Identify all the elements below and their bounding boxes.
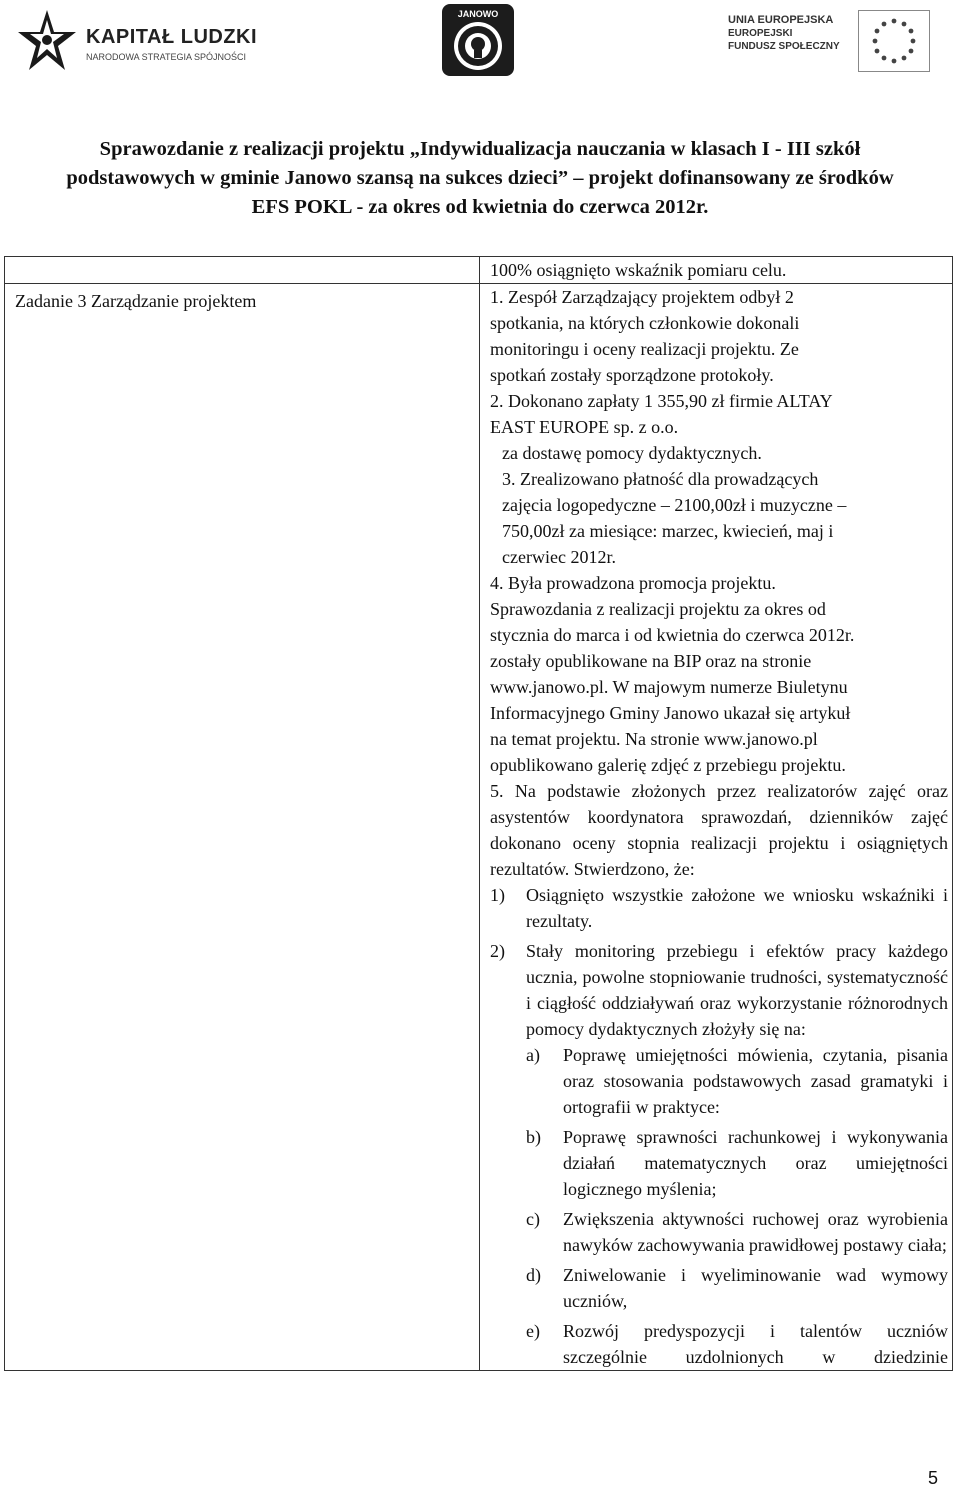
title-line-3: EFS POKL - za okres od kwietnia do czerwca 2012r.: [251, 196, 709, 218]
sub-sub-item-a: [526, 1042, 948, 1120]
sub-sub-item-e: [526, 1318, 948, 1370]
ue-logo-text: [728, 14, 840, 53]
item-3: [490, 466, 948, 570]
ue-line2: EUROPEJSKI: [728, 28, 793, 39]
sub-item-number: 2): [490, 941, 505, 961]
item-4-line: www.janowo.pl. W majowym numerze Biuletynu: [490, 677, 848, 697]
item-3-line: 3. Zrealizowano płatność dla prowadzących: [502, 469, 819, 489]
item-2-line: 2. Dokonano zapłaty 1 355,90 zł firmie ALTAY: [490, 391, 833, 411]
kapital-ludzki-logo: [14, 6, 264, 78]
sub-sub-item-text: Poprawę sprawności rachunkowej i wykonywania działań matematycznych oraz umiejętności logicznego myślenia;: [563, 1127, 948, 1199]
sub-sub-item-number: c): [526, 1209, 540, 1229]
kapital-ludzki-subtitle: NARODOWA STRATEGIA SPÓJNOŚCI: [86, 52, 247, 62]
header-logos: [0, 0, 960, 90]
sub-sub-item-text: Zwiększenia aktywności ruchowej oraz wyrobienia nawyków zachowywania prawidłowej postawy ciała;: [563, 1209, 948, 1255]
item-2: [490, 388, 948, 466]
item-4-line: opublikowano galerię zdjęć z przebiegu projektu.: [490, 755, 846, 775]
sub-sub-item-d: [526, 1262, 948, 1314]
item-1-line: monitoringu i oceny realizacji projektu. Ze: [490, 339, 799, 359]
janowo-coat-of-arms-logo: [440, 2, 516, 78]
item-4-line: zostały opublikowane na BIP oraz na stronie: [490, 651, 812, 671]
item-4-line: stycznia do marca i od kwietnia do czerwca 2012r.: [490, 625, 855, 645]
sub-item-text: Osiągnięto wszystkie założone we wniosku wskaźniki i rezultaty.: [526, 885, 948, 931]
sub-item-2: [490, 938, 948, 1042]
ue-line1: UNIA EUROPEJSKA: [728, 14, 834, 26]
report-table: [4, 256, 953, 1371]
item-1-line: spotkań zostały sporządzone protokoły.: [490, 365, 774, 385]
item-4-line: 4. Była prowadzona promocja projektu.: [490, 573, 776, 593]
sub-item-1: [490, 882, 948, 934]
task-label: Zadanie 3 Zarządzanie projektem: [15, 291, 257, 311]
item-4: [490, 570, 948, 778]
item-1-line: 1. Zespół Zarządzający projektem odbył 2: [490, 287, 794, 307]
sub-sub-item-number: b): [526, 1127, 541, 1147]
item-3-line: czerwiec 2012r.: [502, 547, 616, 567]
table-row-2: [5, 284, 953, 1371]
sub-sub-item-number: a): [526, 1045, 540, 1065]
item-5: 5. Na podstawie złożonych przez realizatorów zajęć oraz asystentów koordynatora sprawozdań, dzienników zajęć dokonano oceny stopnia realizacji projektu i osiągniętych rezultatów. Stwierdzono, że:: [490, 781, 948, 879]
table-row-1: [5, 257, 953, 284]
sub-sub-item-number: d): [526, 1265, 541, 1285]
item-2-line: za dostawę pomocy dydaktycznych.: [502, 443, 762, 463]
sub-sub-item-text: Zniwelowanie i wyeliminowanie wad wymowy uczniów,: [563, 1265, 948, 1311]
item-1-line: spotkania, na których członkowie dokonali: [490, 313, 800, 333]
item-3-line: 750,00zł za miesiące: marzec, kwiecień, maj i: [502, 521, 834, 541]
item-4-line: na temat projektu. Na stronie www.janowo.pl: [490, 729, 818, 749]
sub-sub-item-c: [526, 1206, 948, 1258]
title-line-2: podstawowych w gminie Janowo szansą na sukces dzieci” – projekt dofinansowany ze środków: [66, 167, 894, 189]
svg-text:JANOWO: JANOWO: [457, 9, 499, 19]
sub-sub-item-text: Poprawę umiejętności mówienia, czytania, pisania oraz stosowania podstawowych zasad gramatyki i ortografii w praktyce:: [563, 1045, 948, 1117]
sub-item-number: 1): [490, 885, 505, 905]
ue-line3: FUNDUSZ SPOŁECZNY: [728, 41, 840, 52]
indicator-text: 100% osiągnięto wskaźnik pomiaru celu.: [490, 260, 787, 280]
row2-label-cell: [5, 284, 480, 1371]
janowo-crest-icon: [440, 2, 516, 78]
document-title: [0, 135, 960, 222]
eu-flag-stars-icon: [858, 10, 930, 72]
row1-content-cell: [480, 257, 953, 284]
sub-sub-item-number: e): [526, 1321, 540, 1341]
item-2-line: EAST EUROPE sp. z o.o.: [490, 417, 679, 437]
unia-europejska-logo: [728, 10, 943, 74]
sub-sub-item-text: Rozwój predyspozycji i talentów uczniów szczególnie uzdolnionych w dziedzinie: [563, 1321, 948, 1367]
item-1: [490, 284, 948, 388]
title-line-1: Sprawozdanie z realizacji projektu „Indywidualizacja nauczania w klasach I - III szkół: [99, 138, 861, 160]
row2-content-cell: [480, 284, 953, 1371]
item-3-line: zajęcia logopedyczne – 2100,00zł i muzyczne –: [502, 495, 847, 515]
kapital-ludzki-star-icon: [14, 6, 80, 78]
sub-item-text: Stały monitoring przebiegu i efektów pracy każdego ucznia, powolne stopniowanie trudności, systematyczność i ciągłość oddziaływań oraz wykorzystanie różnorodnych pomocy dydaktycznych złożyły się na:: [526, 941, 948, 1039]
item-4-line: Informacyjnego Gminy Janowo ukazał się artykuł: [490, 703, 851, 723]
item-4-line: Sprawozdania z realizacji projektu za okres od: [490, 599, 826, 619]
page-number: 5: [928, 1468, 939, 1488]
row1-label-cell: [5, 257, 480, 284]
kapital-ludzki-title: KAPITAŁ LUDZKI: [86, 26, 258, 48]
sub-sub-item-b: [526, 1124, 948, 1202]
